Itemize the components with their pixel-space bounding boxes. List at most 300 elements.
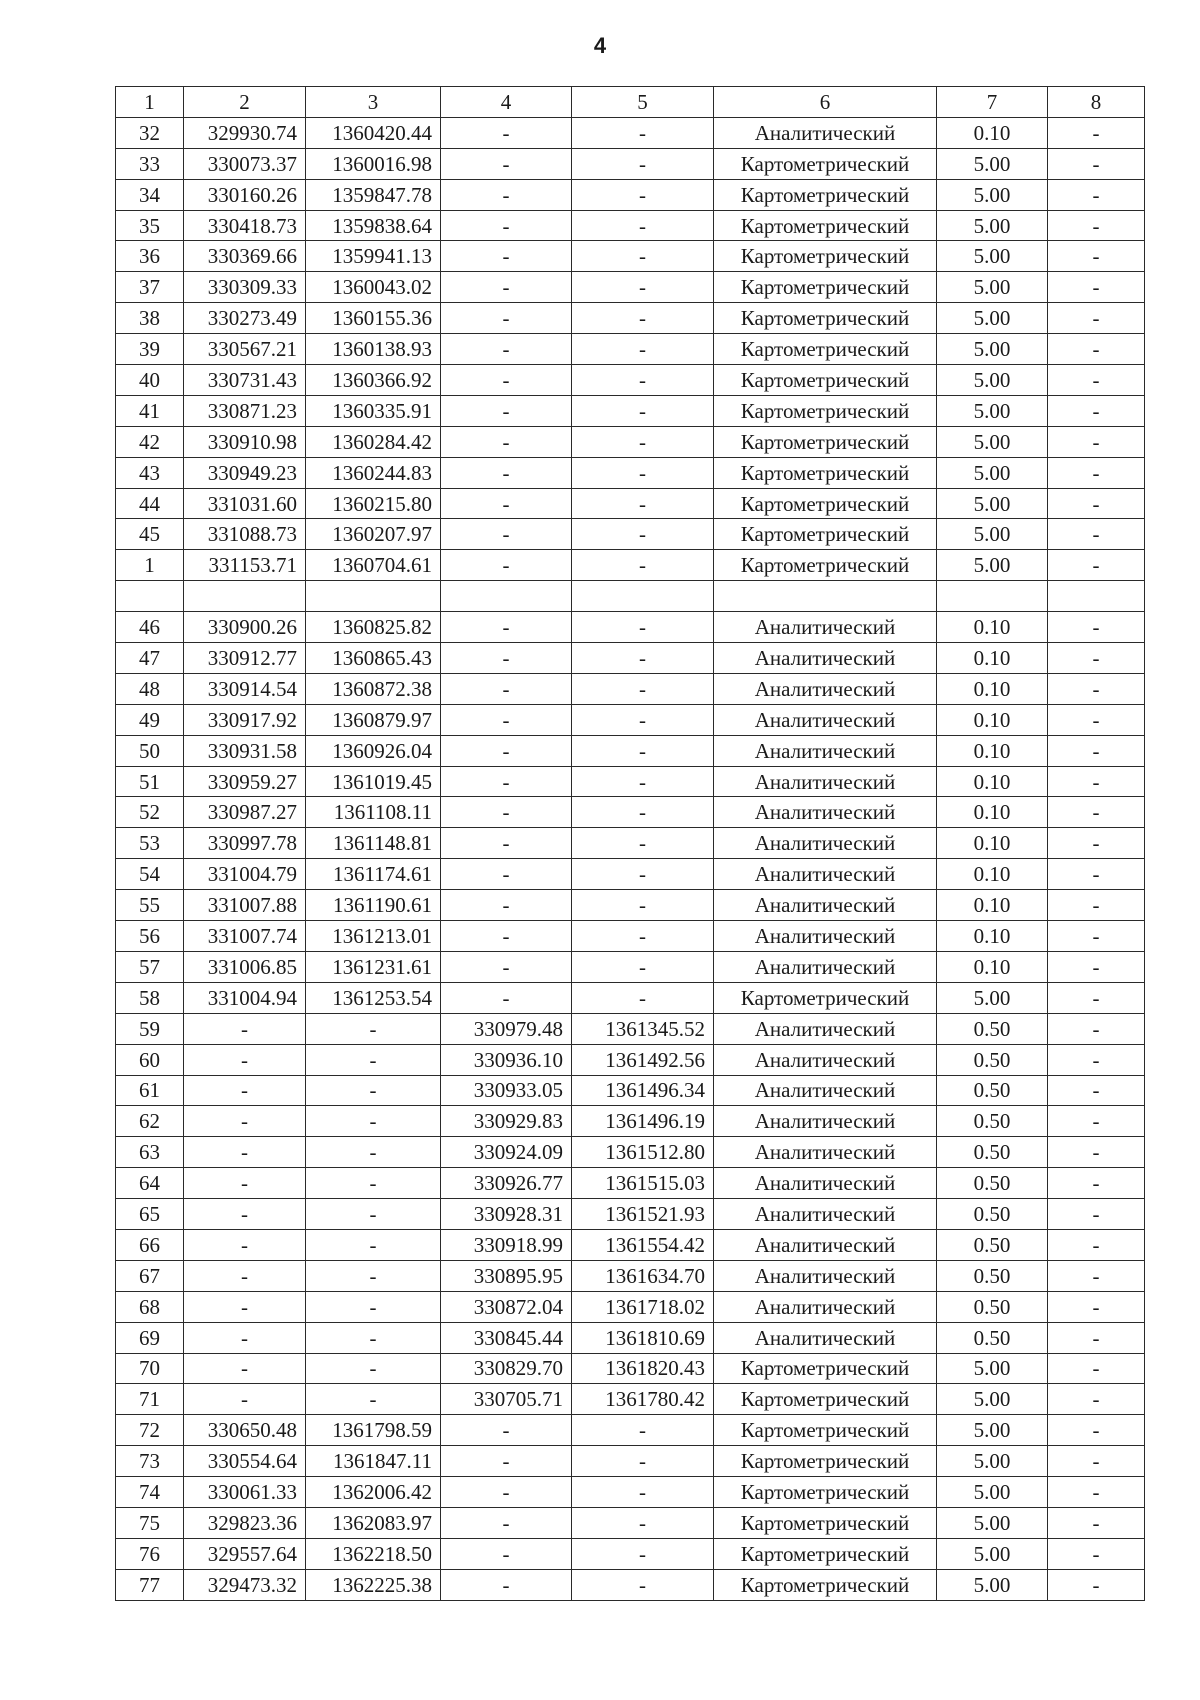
table-cell-col-2: - [184, 1106, 306, 1137]
table-row [116, 1538, 1145, 1569]
table-cell-col-8: - [1048, 1322, 1145, 1353]
table-cell-col-8: - [1048, 272, 1145, 303]
column-header-2: 2 [184, 87, 306, 118]
page-number: 4 [593, 33, 607, 58]
table-cell-col-2: - [184, 1384, 306, 1415]
table-cell-col-3: 1360043.02 [306, 272, 441, 303]
table-cell-col-2: - [184, 1291, 306, 1322]
table-cell-col-7: 5.00 [937, 1353, 1048, 1384]
table-cell-col-2: - [184, 1075, 306, 1106]
table-row [116, 735, 1145, 766]
table-cell-col-2: 330914.54 [184, 673, 306, 704]
table-cell-col-6: Аналитический [714, 890, 937, 921]
table-cell-col-7: 5.00 [937, 982, 1048, 1013]
table-cell-col-4: - [441, 395, 572, 426]
table-cell-col-1: 59 [116, 1013, 184, 1044]
table-cell-col-3: - [306, 1044, 441, 1075]
table-cell-col-7: 5.00 [937, 210, 1048, 241]
table-row [116, 1199, 1145, 1230]
table-cell-col-6: Аналитический [714, 735, 937, 766]
table-row [116, 179, 1145, 210]
table-row [116, 1168, 1145, 1199]
table-cell-col-2: - [184, 1229, 306, 1260]
table-cell-col-3: 1361847.11 [306, 1446, 441, 1477]
table-row [116, 797, 1145, 828]
table-cell-col-4: - [441, 117, 572, 148]
table-cell-col-8: - [1048, 797, 1145, 828]
table-cell-col-1: 61 [116, 1075, 184, 1106]
table-cell-col-5: - [572, 766, 714, 797]
table-cell-col-8: - [1048, 704, 1145, 735]
table-cell-col-6: Аналитический [714, 117, 937, 148]
table-cell-col-5: - [572, 457, 714, 488]
table-cell-col-5: 1361521.93 [572, 1199, 714, 1230]
table-cell-col-5: - [572, 890, 714, 921]
table-cell-col-6: Аналитический [714, 643, 937, 674]
table-cell-col-3: 1360704.61 [306, 550, 441, 581]
table-row [116, 426, 1145, 457]
table-cell-col-4: 330895.95 [441, 1260, 572, 1291]
table-cell-col-2: 330900.26 [184, 612, 306, 643]
table-cell-col-6: Картометрический [714, 1353, 937, 1384]
table-cell-col-6: Аналитический [714, 921, 937, 952]
table-cell-col-4: 330936.10 [441, 1044, 572, 1075]
table-cell-col-5: 1361492.56 [572, 1044, 714, 1075]
table-cell-col-2: 331088.73 [184, 519, 306, 550]
table-cell-col-6: Аналитический [714, 612, 937, 643]
table-cell-col-4: - [441, 365, 572, 396]
table-cell-col-1: 73 [116, 1446, 184, 1477]
table-cell-col-5: - [572, 272, 714, 303]
table-cell-col-4: - [441, 179, 572, 210]
table-cell-col-6: Картометрический [714, 1477, 937, 1508]
table-cell-col-8: - [1048, 395, 1145, 426]
table-cell-col-6 [714, 581, 937, 612]
table-cell-col-4: - [441, 488, 572, 519]
table-cell-col-2: 330959.27 [184, 766, 306, 797]
table-cell-col-3: 1361213.01 [306, 921, 441, 952]
table-cell-col-5: - [572, 704, 714, 735]
table-cell-col-6: Картометрический [714, 1415, 937, 1446]
table-cell-col-6: Аналитический [714, 1137, 937, 1168]
table-cell-col-8: - [1048, 735, 1145, 766]
table-cell-col-8: - [1048, 890, 1145, 921]
table-cell-col-1: 55 [116, 890, 184, 921]
table-cell-col-7: 0.10 [937, 673, 1048, 704]
table-cell-col-8: - [1048, 148, 1145, 179]
table-row [116, 395, 1145, 426]
table-cell-col-6: Аналитический [714, 1168, 937, 1199]
table-cell-col-1: 54 [116, 859, 184, 890]
table-row [116, 1229, 1145, 1260]
table-cell-col-4: - [441, 704, 572, 735]
table-cell-col-8: - [1048, 426, 1145, 457]
table-cell-col-7: 0.50 [937, 1168, 1048, 1199]
table-row [116, 1013, 1145, 1044]
table-row [116, 1260, 1145, 1291]
table-cell-col-5: 1361820.43 [572, 1353, 714, 1384]
table-cell-col-1: 39 [116, 334, 184, 365]
table-cell-col-2: 330871.23 [184, 395, 306, 426]
table-cell-col-6: Картометрический [714, 519, 937, 550]
table-cell-col-5: - [572, 859, 714, 890]
table-row [116, 1446, 1145, 1477]
table-cell-col-5: 1361780.42 [572, 1384, 714, 1415]
table-cell-col-2: 329823.36 [184, 1507, 306, 1538]
table-cell-col-3: 1361019.45 [306, 766, 441, 797]
table-cell-col-6: Картометрический [714, 1538, 937, 1569]
table-cell-col-4: - [441, 1446, 572, 1477]
table-cell-col-3: 1360244.83 [306, 457, 441, 488]
table-cell-col-6: Аналитический [714, 1322, 937, 1353]
table-cell-col-2: 330309.33 [184, 272, 306, 303]
table-cell-col-4: - [441, 1477, 572, 1508]
table-cell-col-4: 330829.70 [441, 1353, 572, 1384]
table-cell-col-7: 0.10 [937, 117, 1048, 148]
table-cell-col-7: 5.00 [937, 148, 1048, 179]
table-cell-col-3: 1361174.61 [306, 859, 441, 890]
table-cell-col-3: 1360155.36 [306, 303, 441, 334]
table-cell-col-6: Аналитический [714, 1199, 937, 1230]
table-row [116, 457, 1145, 488]
table-cell-col-7 [937, 581, 1048, 612]
table-cell-col-7: 5.00 [937, 519, 1048, 550]
table-cell-col-2: 330160.26 [184, 179, 306, 210]
table-row [116, 982, 1145, 1013]
table-cell-col-8: - [1048, 1477, 1145, 1508]
table-row [116, 148, 1145, 179]
table-cell-col-5: - [572, 1538, 714, 1569]
table-cell-col-5: 1361554.42 [572, 1229, 714, 1260]
table-cell-col-7: 0.50 [937, 1322, 1048, 1353]
table-cell-col-2: 329557.64 [184, 1538, 306, 1569]
table-cell-col-1: 50 [116, 735, 184, 766]
table-cell-col-7: 0.10 [937, 735, 1048, 766]
table-cell-col-3: 1361231.61 [306, 951, 441, 982]
table-cell-col-6: Аналитический [714, 704, 937, 735]
table-cell-col-2: - [184, 1199, 306, 1230]
table-cell-col-1: 51 [116, 766, 184, 797]
table-cell-col-3: 1360335.91 [306, 395, 441, 426]
table-cell-col-7: 5.00 [937, 1507, 1048, 1538]
table-cell-col-3: 1361190.61 [306, 890, 441, 921]
table-cell-col-3: - [306, 1384, 441, 1415]
table-cell-col-3: 1362083.97 [306, 1507, 441, 1538]
table-cell-col-7: 5.00 [937, 241, 1048, 272]
table-cell-col-6: Картометрический [714, 365, 937, 396]
table-cell-col-7: 0.10 [937, 612, 1048, 643]
table-cell-col-4: - [441, 890, 572, 921]
table-cell-col-8: - [1048, 241, 1145, 272]
table-cell-col-1: 68 [116, 1291, 184, 1322]
table-cell-col-7: 0.50 [937, 1013, 1048, 1044]
table-cell-col-4: - [441, 859, 572, 890]
table-cell-col-2: 330731.43 [184, 365, 306, 396]
table-cell-col-1: 63 [116, 1137, 184, 1168]
table-cell-col-8: - [1048, 1229, 1145, 1260]
table-cell-col-6: Картометрический [714, 210, 937, 241]
table-row [116, 334, 1145, 365]
table-cell-col-1: 52 [116, 797, 184, 828]
table-cell-col-3: 1360926.04 [306, 735, 441, 766]
table-cell-col-3: 1360366.92 [306, 365, 441, 396]
table-cell-col-6: Картометрический [714, 488, 937, 519]
table-cell-col-5: - [572, 179, 714, 210]
table-cell-col-8: - [1048, 828, 1145, 859]
table-cell-col-3: 1359838.64 [306, 210, 441, 241]
table-cell-col-5: - [572, 673, 714, 704]
table-cell-col-5: 1361512.80 [572, 1137, 714, 1168]
table-cell-col-3: - [306, 1199, 441, 1230]
table-cell-col-5: - [572, 828, 714, 859]
table-cell-col-4: 330933.05 [441, 1075, 572, 1106]
table-cell-col-1: 67 [116, 1260, 184, 1291]
table-cell-col-3: 1360138.93 [306, 334, 441, 365]
table-cell-col-1: 64 [116, 1168, 184, 1199]
table-cell-col-4: 330845.44 [441, 1322, 572, 1353]
table-cell-col-5: - [572, 982, 714, 1013]
table-cell-col-7: 0.10 [937, 921, 1048, 952]
table-cell-col-4 [441, 581, 572, 612]
table-row [116, 890, 1145, 921]
table-cell-col-6: Картометрический [714, 1384, 937, 1415]
table-cell-col-4: - [441, 673, 572, 704]
table-cell-col-1: 34 [116, 179, 184, 210]
table-cell-col-7: 0.50 [937, 1291, 1048, 1322]
table-cell-col-4: - [441, 766, 572, 797]
table-cell-col-1: 36 [116, 241, 184, 272]
table-cell-col-5: - [572, 1477, 714, 1508]
table-cell-col-7: 0.10 [937, 704, 1048, 735]
table-cell-col-4: 330928.31 [441, 1199, 572, 1230]
table-cell-col-8: - [1048, 365, 1145, 396]
table-cell-col-3: - [306, 1168, 441, 1199]
table-cell-col-1: 37 [116, 272, 184, 303]
table-cell-col-5: - [572, 643, 714, 674]
table-cell-col-6: Аналитический [714, 1013, 937, 1044]
table-cell-col-4: - [441, 241, 572, 272]
table-cell-col-3: - [306, 1291, 441, 1322]
table-cell-col-2: 330949.23 [184, 457, 306, 488]
table-cell-col-6: Картометрический [714, 272, 937, 303]
table-cell-col-4: 330979.48 [441, 1013, 572, 1044]
table-cell-col-4: - [441, 303, 572, 334]
table-cell-col-7: 5.00 [937, 550, 1048, 581]
table-cell-col-8: - [1048, 921, 1145, 952]
table-cell-col-6: Картометрический [714, 1446, 937, 1477]
table-cell-col-5: - [572, 951, 714, 982]
table-cell-col-1: 76 [116, 1538, 184, 1569]
table-cell-col-5: - [572, 210, 714, 241]
table-cell-col-2: 330567.21 [184, 334, 306, 365]
table-cell-col-2: 330912.77 [184, 643, 306, 674]
table-cell-col-6: Картометрический [714, 457, 937, 488]
table-cell-col-7: 0.10 [937, 951, 1048, 982]
table-cell-col-5: - [572, 365, 714, 396]
table-cell-col-1: 43 [116, 457, 184, 488]
table-cell-col-8: - [1048, 457, 1145, 488]
table-cell-col-5: - [572, 1446, 714, 1477]
table-cell-col-4: - [441, 457, 572, 488]
table-cell-col-3: 1362006.42 [306, 1477, 441, 1508]
table-cell-col-7: 5.00 [937, 272, 1048, 303]
table-cell-col-3: - [306, 1137, 441, 1168]
table-cell-col-6: Картометрический [714, 303, 937, 334]
table-cell-col-8: - [1048, 1353, 1145, 1384]
table-cell-col-7: 0.50 [937, 1199, 1048, 1230]
table-cell-col-8: - [1048, 1013, 1145, 1044]
table-cell-col-3: 1360865.43 [306, 643, 441, 674]
table-cell-col-4: - [441, 1415, 572, 1446]
table-cell-col-5: - [572, 1507, 714, 1538]
table-cell-col-3: - [306, 1075, 441, 1106]
table-row [116, 365, 1145, 396]
table-cell-col-5: 1361810.69 [572, 1322, 714, 1353]
table-cell-col-4: - [441, 148, 572, 179]
table-cell-col-8: - [1048, 1384, 1145, 1415]
table-cell-col-1: 71 [116, 1384, 184, 1415]
table-row [116, 303, 1145, 334]
table-cell-col-7: 5.00 [937, 1569, 1048, 1600]
table-cell-col-6: Аналитический [714, 1229, 937, 1260]
table-cell-col-6: Аналитический [714, 828, 937, 859]
table-cell-col-8: - [1048, 982, 1145, 1013]
table-cell-col-6: Аналитический [714, 1106, 937, 1137]
table-cell-col-3: 1360284.42 [306, 426, 441, 457]
table-cell-col-7: 0.50 [937, 1106, 1048, 1137]
table-cell-col-8: - [1048, 519, 1145, 550]
table-cell-col-2: 330997.78 [184, 828, 306, 859]
table-cell-col-1: 72 [116, 1415, 184, 1446]
table-cell-col-4: - [441, 612, 572, 643]
table-row [116, 704, 1145, 735]
table-cell-col-1: 35 [116, 210, 184, 241]
table-row [116, 1291, 1145, 1322]
table-cell-col-2: - [184, 1260, 306, 1291]
table-cell-col-4: 330926.77 [441, 1168, 572, 1199]
table-cell-col-4: - [441, 828, 572, 859]
table-row [116, 272, 1145, 303]
table-cell-col-2: 329930.74 [184, 117, 306, 148]
table-row [116, 1322, 1145, 1353]
table-cell-col-5: - [572, 519, 714, 550]
table-row [116, 951, 1145, 982]
table-row [116, 1415, 1145, 1446]
table-cell-col-2: 330650.48 [184, 1415, 306, 1446]
table-cell-col-4: - [441, 426, 572, 457]
table-cell-col-7: 5.00 [937, 179, 1048, 210]
table-cell-col-3: 1360215.80 [306, 488, 441, 519]
table-cell-col-8: - [1048, 550, 1145, 581]
table-cell-col-6: Картометрический [714, 426, 937, 457]
table-cell-col-3: - [306, 1322, 441, 1353]
column-header-5: 5 [572, 87, 714, 118]
table-cell-col-1 [116, 581, 184, 612]
table-cell-col-5: - [572, 488, 714, 519]
table-cell-col-4: - [441, 982, 572, 1013]
table-cell-col-4: - [441, 519, 572, 550]
table-cell-col-3: 1360872.38 [306, 673, 441, 704]
table-cell-col-4: 330929.83 [441, 1106, 572, 1137]
table-cell-col-2: - [184, 1137, 306, 1168]
table-cell-col-2: 330987.27 [184, 797, 306, 828]
column-header-3: 3 [306, 87, 441, 118]
table-cell-col-7: 5.00 [937, 365, 1048, 396]
table-cell-col-2: 329473.32 [184, 1569, 306, 1600]
table-cell-col-2: 330418.73 [184, 210, 306, 241]
table-cell-col-8: - [1048, 612, 1145, 643]
table-cell-col-1: 32 [116, 117, 184, 148]
table-cell-col-1: 60 [116, 1044, 184, 1075]
column-header-1: 1 [116, 87, 184, 118]
table-cell-col-5: - [572, 921, 714, 952]
table-cell-col-6: Аналитический [714, 1291, 937, 1322]
table-cell-col-2: 330931.58 [184, 735, 306, 766]
table-cell-col-4: - [441, 1507, 572, 1538]
table-cell-col-5: - [572, 550, 714, 581]
table-cell-col-2: 331007.88 [184, 890, 306, 921]
table-cell-col-6: Картометрический [714, 179, 937, 210]
table-cell-col-5: - [572, 426, 714, 457]
table-cell-col-5: - [572, 797, 714, 828]
table-cell-col-6: Аналитический [714, 951, 937, 982]
table-cell-col-1: 47 [116, 643, 184, 674]
table-cell-col-8: - [1048, 1538, 1145, 1569]
table-cell-col-7: 5.00 [937, 426, 1048, 457]
table-cell-col-2: - [184, 1353, 306, 1384]
table-cell-col-3: 1359847.78 [306, 179, 441, 210]
table-cell-col-7: 0.10 [937, 797, 1048, 828]
table-cell-col-1: 69 [116, 1322, 184, 1353]
table-cell-col-8: - [1048, 488, 1145, 519]
column-header-8: 8 [1048, 87, 1145, 118]
table-row [116, 117, 1145, 148]
table-cell-col-6: Картометрический [714, 334, 937, 365]
table-cell-col-2: 330917.92 [184, 704, 306, 735]
table-cell-col-5: - [572, 735, 714, 766]
table-cell-col-5: 1361718.02 [572, 1291, 714, 1322]
table-cell-col-8: - [1048, 951, 1145, 982]
table-row [116, 1477, 1145, 1508]
table-cell-col-5 [572, 581, 714, 612]
table-cell-col-3: - [306, 1229, 441, 1260]
table-cell-col-2: 330073.37 [184, 148, 306, 179]
table-cell-col-7: 0.10 [937, 766, 1048, 797]
table-cell-col-4: - [441, 272, 572, 303]
table-cell-col-3: 1361108.11 [306, 797, 441, 828]
table-cell-col-1: 38 [116, 303, 184, 334]
table-cell-col-2: 331031.60 [184, 488, 306, 519]
table-cell-col-7: 0.10 [937, 828, 1048, 859]
table-cell-col-6: Картометрический [714, 982, 937, 1013]
table-cell-col-1: 42 [116, 426, 184, 457]
table-cell-col-2: 330554.64 [184, 1446, 306, 1477]
table-cell-col-8: - [1048, 766, 1145, 797]
table-cell-col-7: 5.00 [937, 1415, 1048, 1446]
table-cell-col-3: 1360825.82 [306, 612, 441, 643]
table-row [116, 673, 1145, 704]
table-cell-col-1: 56 [116, 921, 184, 952]
table-cell-col-7: 0.50 [937, 1075, 1048, 1106]
table-cell-col-5: - [572, 241, 714, 272]
table-cell-col-2: - [184, 1013, 306, 1044]
table-cell-col-8 [1048, 581, 1145, 612]
table-cell-col-7: 5.00 [937, 1538, 1048, 1569]
table-cell-col-5: 1361496.19 [572, 1106, 714, 1137]
column-header-4: 4 [441, 87, 572, 118]
table-cell-col-2: 330369.66 [184, 241, 306, 272]
table-cell-col-4: 330705.71 [441, 1384, 572, 1415]
